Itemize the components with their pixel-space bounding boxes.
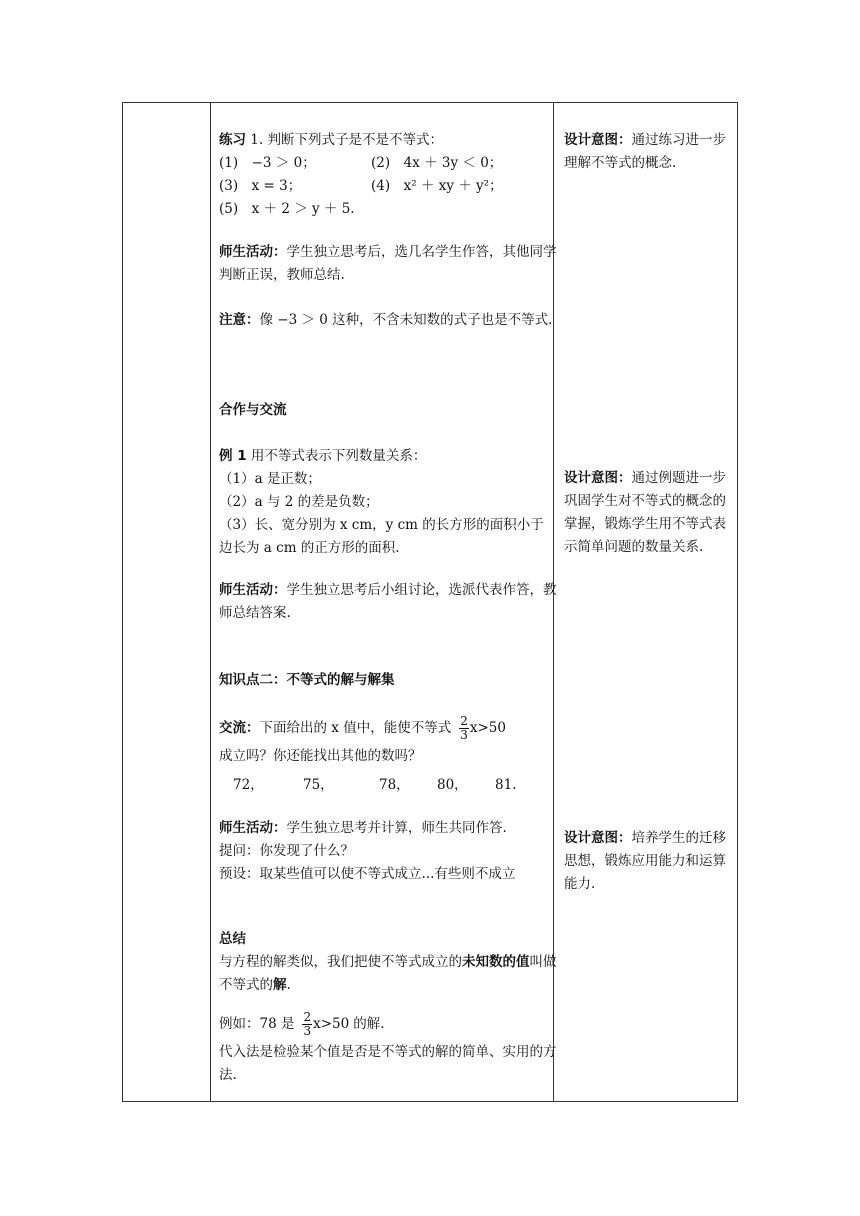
summary-text-c: 叫做不等式的 [219, 954, 557, 993]
activity-2 [219, 579, 557, 625]
design-intent-column [564, 103, 736, 1101]
fraction-denominator: 3 [460, 727, 468, 742]
value-72: 72， [233, 777, 264, 793]
fraction-two-thirds [459, 715, 469, 742]
cooperate-title: 合作与交流 [219, 402, 287, 418]
knowledge-2-heading [219, 669, 557, 692]
cooperate-heading [219, 399, 557, 422]
design-intent-3 [564, 827, 736, 896]
practice-intro: 1. 判断下列式子是不是不等式： [246, 132, 443, 148]
exchange-text-after: 成立吗？你还能找出其他的数吗？ [219, 748, 422, 764]
summary-fraction-numerator: 2 [303, 1009, 312, 1024]
value-75: 75， [303, 777, 334, 793]
summary-bold-solution: 解 [273, 977, 287, 993]
practice-item-3: (3) x = 3； [219, 178, 302, 194]
lesson-table [122, 102, 738, 1102]
note-text: 像 −3 ＞ 0 这种，不含未知数的式子也是不等式. [259, 312, 553, 328]
value-78: 78， [379, 777, 410, 793]
knowledge-2-title: 知识点二：不等式的解与解集 [219, 672, 395, 688]
column-divider-1 [210, 103, 211, 1101]
example-1-item-1: （1）a 是正数； [219, 471, 321, 487]
note-label: 注意： [219, 312, 260, 328]
activity-2-label: 师生活动： [219, 582, 287, 598]
activity-2-text: 学生独立思考后小组讨论，选派代表作答，教师总结答案. [219, 582, 557, 621]
practice-item-2: (2) 4x ＋ 3y ＜ 0； [371, 155, 503, 171]
practice-section [219, 129, 557, 221]
summary-fraction [302, 1011, 312, 1038]
fraction-numerator: 2 [460, 713, 468, 728]
activity-1-text: 学生独立思考后，选几名学生作答，其他同学判断正误，教师总结. [219, 244, 557, 283]
design-3-label: 设计意图： [564, 830, 632, 846]
design-intent-1 [564, 129, 736, 175]
activity-3-label: 师生活动： [219, 820, 287, 836]
design-1-text: 通过练习进一步理解不等式的概念. [564, 132, 726, 171]
summary-bold-unknown-value: 未知数的值 [462, 954, 530, 970]
practice-item-4: (4) x² ＋ xy ＋ y²； [371, 178, 503, 194]
note [219, 309, 557, 332]
example-1-item-2: （2）a 与 2 的差是负数； [219, 494, 379, 510]
design-intent-2 [564, 467, 736, 559]
inequality-tail: x>50 [469, 719, 506, 736]
exchange-text-before: 下面给出的 x 值中，能使不等式 [259, 719, 452, 736]
activity-3-question: 提问：你发现了什么？ [219, 843, 354, 859]
summary-text-e: . [286, 977, 291, 993]
design-2-label: 设计意图： [564, 470, 632, 486]
activity-3-text: 学生独立思考并计算，师生共同作答. [286, 820, 507, 836]
design-1-label: 设计意图： [564, 132, 632, 148]
practice-item-1: (1) −3 ＞ 0； [219, 155, 316, 171]
example-1-label: 例 1 [219, 448, 247, 464]
practice-title: 练习 [219, 132, 246, 148]
activity-3-preset: 预设：取某些值可以使不等式成立...有些则不成立 [219, 866, 516, 882]
summary-example-before: 例如：78 是 [219, 1015, 295, 1032]
example-1-text: 用不等式表示下列数量关系： [246, 448, 427, 464]
value-81: 81. [495, 777, 517, 793]
summary-title: 总结 [219, 931, 246, 947]
summary-inequality-tail: x>50 [313, 1015, 350, 1032]
exchange-label: 交流： [219, 719, 260, 736]
summary [219, 928, 557, 1087]
practice-item-5: (5) x ＋ 2 ＞ y ＋ 5. [219, 201, 355, 217]
summary-fraction-denominator: 3 [303, 1023, 312, 1038]
example-1-item-3: （3）长、宽分别为 x cm，y cm 的长方形的面积小于边长为 a cm 的正方形的面积. [219, 517, 544, 556]
summary-example-after: 的解. [353, 1015, 385, 1032]
example-1 [219, 445, 557, 560]
summary-method: 代入法是检验某个值是否是不等式的解的简单、实用的方法. [219, 1044, 557, 1083]
design-3-text: 培养学生的迁移思想，锻炼应用能力和运算能力. [564, 830, 726, 892]
value-80: 80， [437, 777, 468, 793]
teaching-process-column [219, 103, 557, 1101]
design-2-text: 通过例题进一步巩固学生对不等式的概念的掌握，锻炼学生用不等式表示简单问题的数量关系. [564, 470, 726, 555]
exchange [219, 711, 557, 797]
activity-1 [219, 241, 557, 287]
activity-3 [219, 817, 557, 886]
summary-text-a: 与方程的解类似，我们把使不等式成立的 [219, 954, 462, 970]
activity-1-label: 师生活动： [219, 244, 287, 260]
